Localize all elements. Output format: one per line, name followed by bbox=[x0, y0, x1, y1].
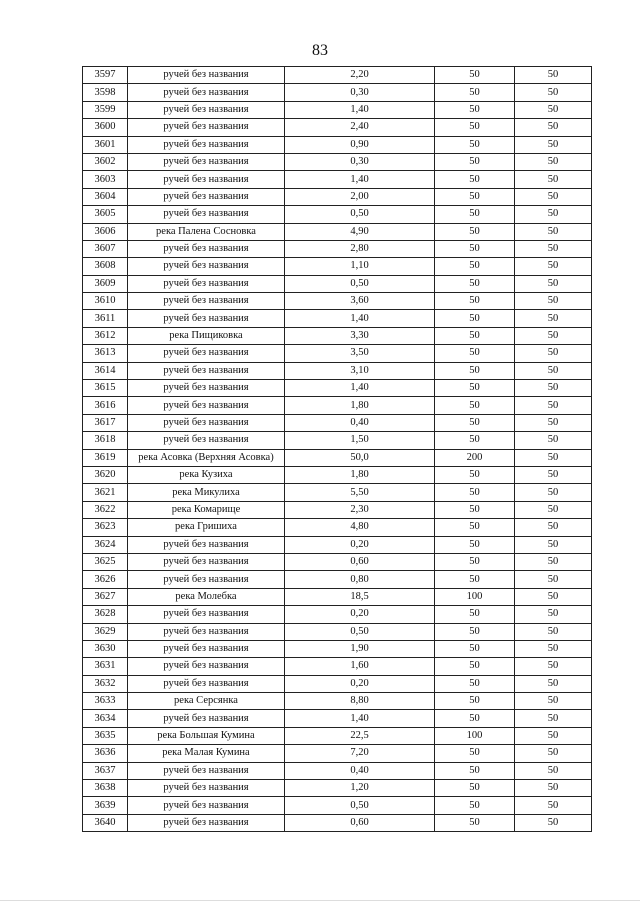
row-number-cell: 3605 bbox=[83, 206, 128, 223]
water-body-name-cell: ручей без названия bbox=[128, 571, 285, 588]
length-cell: 0,30 bbox=[285, 84, 435, 101]
row-number-cell: 3601 bbox=[83, 136, 128, 153]
row-number-cell: 3599 bbox=[83, 101, 128, 118]
row-number-cell: 3604 bbox=[83, 188, 128, 205]
page-edge-line bbox=[0, 900, 640, 901]
length-cell: 0,60 bbox=[285, 814, 435, 831]
length-cell: 1,40 bbox=[285, 171, 435, 188]
coastal-strip-cell: 50 bbox=[515, 571, 592, 588]
table-row bbox=[83, 588, 592, 605]
coastal-strip-cell: 50 bbox=[515, 206, 592, 223]
row-number-cell: 3620 bbox=[83, 466, 128, 483]
row-number-cell: 3632 bbox=[83, 675, 128, 692]
length-cell: 22,5 bbox=[285, 727, 435, 744]
length-cell: 0,40 bbox=[285, 414, 435, 431]
water-body-name-cell: река Комарище bbox=[128, 501, 285, 518]
table-row bbox=[83, 797, 592, 814]
zone-width-cell: 50 bbox=[435, 188, 515, 205]
coastal-strip-cell: 50 bbox=[515, 414, 592, 431]
table-row bbox=[83, 484, 592, 501]
coastal-strip-cell: 50 bbox=[515, 814, 592, 831]
water-body-name-cell: ручей без названия bbox=[128, 606, 285, 623]
length-cell: 1,40 bbox=[285, 310, 435, 327]
zone-width-cell: 50 bbox=[435, 119, 515, 136]
table-row bbox=[83, 206, 592, 223]
zone-width-cell: 50 bbox=[435, 745, 515, 762]
zone-width-cell: 50 bbox=[435, 553, 515, 570]
coastal-strip-cell: 50 bbox=[515, 240, 592, 257]
water-body-name-cell: река Молебка bbox=[128, 588, 285, 605]
length-cell: 18,5 bbox=[285, 588, 435, 605]
table-row bbox=[83, 327, 592, 344]
water-body-name-cell: ручей без названия bbox=[128, 710, 285, 727]
length-cell: 0,50 bbox=[285, 623, 435, 640]
table-row bbox=[83, 223, 592, 240]
water-body-name-cell: река Малая Кумина bbox=[128, 745, 285, 762]
coastal-strip-cell: 50 bbox=[515, 397, 592, 414]
row-number-cell: 3615 bbox=[83, 380, 128, 397]
coastal-strip-cell: 50 bbox=[515, 153, 592, 170]
length-cell: 50,0 bbox=[285, 449, 435, 466]
water-body-name-cell: река Пищиковка bbox=[128, 327, 285, 344]
zone-width-cell: 50 bbox=[435, 519, 515, 536]
length-cell: 3,30 bbox=[285, 327, 435, 344]
table-row bbox=[83, 275, 592, 292]
length-cell: 0,50 bbox=[285, 797, 435, 814]
table-row bbox=[83, 606, 592, 623]
coastal-strip-cell: 50 bbox=[515, 553, 592, 570]
table-row bbox=[83, 814, 592, 831]
zone-width-cell: 100 bbox=[435, 588, 515, 605]
table-row bbox=[83, 310, 592, 327]
table-body bbox=[83, 67, 592, 832]
length-cell: 0,40 bbox=[285, 762, 435, 779]
zone-width-cell: 50 bbox=[435, 762, 515, 779]
zone-width-cell: 50 bbox=[435, 414, 515, 431]
water-body-name-cell: ручей без названия bbox=[128, 258, 285, 275]
length-cell: 1,90 bbox=[285, 640, 435, 657]
row-number-cell: 3611 bbox=[83, 310, 128, 327]
row-number-cell: 3634 bbox=[83, 710, 128, 727]
coastal-strip-cell: 50 bbox=[515, 623, 592, 640]
row-number-cell: 3612 bbox=[83, 327, 128, 344]
coastal-strip-cell: 50 bbox=[515, 675, 592, 692]
row-number-cell: 3621 bbox=[83, 484, 128, 501]
zone-width-cell: 50 bbox=[435, 536, 515, 553]
zone-width-cell: 50 bbox=[435, 501, 515, 518]
zone-width-cell: 50 bbox=[435, 606, 515, 623]
zone-width-cell: 50 bbox=[435, 780, 515, 797]
coastal-strip-cell: 50 bbox=[515, 432, 592, 449]
coastal-strip-cell: 50 bbox=[515, 588, 592, 605]
row-number-cell: 3618 bbox=[83, 432, 128, 449]
coastal-strip-cell: 50 bbox=[515, 362, 592, 379]
row-number-cell: 3602 bbox=[83, 153, 128, 170]
water-body-name-cell: ручей без названия bbox=[128, 762, 285, 779]
zone-width-cell: 50 bbox=[435, 206, 515, 223]
coastal-strip-cell: 50 bbox=[515, 380, 592, 397]
coastal-strip-cell: 50 bbox=[515, 762, 592, 779]
length-cell: 2,20 bbox=[285, 67, 435, 84]
water-body-name-cell: ручей без названия bbox=[128, 275, 285, 292]
row-number-cell: 3622 bbox=[83, 501, 128, 518]
coastal-strip-cell: 50 bbox=[515, 536, 592, 553]
water-body-name-cell: ручей без названия bbox=[128, 345, 285, 362]
row-number-cell: 3625 bbox=[83, 553, 128, 570]
water-body-name-cell: ручей без названия bbox=[128, 797, 285, 814]
zone-width-cell: 50 bbox=[435, 466, 515, 483]
table-row bbox=[83, 101, 592, 118]
table-row bbox=[83, 293, 592, 310]
coastal-strip-cell: 50 bbox=[515, 345, 592, 362]
table-row bbox=[83, 658, 592, 675]
length-cell: 0,20 bbox=[285, 606, 435, 623]
zone-width-cell: 50 bbox=[435, 327, 515, 344]
length-cell: 4,80 bbox=[285, 519, 435, 536]
row-number-cell: 3640 bbox=[83, 814, 128, 831]
zone-width-cell: 50 bbox=[435, 640, 515, 657]
water-body-name-cell: река Серсянка bbox=[128, 693, 285, 710]
row-number-cell: 3606 bbox=[83, 223, 128, 240]
water-body-name-cell: ручей без названия bbox=[128, 310, 285, 327]
water-body-name-cell: ручей без названия bbox=[128, 553, 285, 570]
table-row bbox=[83, 571, 592, 588]
zone-width-cell: 50 bbox=[435, 275, 515, 292]
row-number-cell: 3600 bbox=[83, 119, 128, 136]
row-number-cell: 3597 bbox=[83, 67, 128, 84]
coastal-strip-cell: 50 bbox=[515, 101, 592, 118]
table-row bbox=[83, 745, 592, 762]
water-body-name-cell: река Гришиха bbox=[128, 519, 285, 536]
length-cell: 0,20 bbox=[285, 675, 435, 692]
water-body-name-cell: ручей без названия bbox=[128, 623, 285, 640]
table-row bbox=[83, 432, 592, 449]
row-number-cell: 3614 bbox=[83, 362, 128, 379]
length-cell: 0,90 bbox=[285, 136, 435, 153]
row-number-cell: 3607 bbox=[83, 240, 128, 257]
zone-width-cell: 200 bbox=[435, 449, 515, 466]
zone-width-cell: 50 bbox=[435, 484, 515, 501]
water-body-name-cell: ручей без названия bbox=[128, 640, 285, 657]
water-body-name-cell: ручей без названия bbox=[128, 380, 285, 397]
table-row bbox=[83, 153, 592, 170]
table-row bbox=[83, 449, 592, 466]
water-body-name-cell: ручей без названия bbox=[128, 171, 285, 188]
coastal-strip-cell: 50 bbox=[515, 501, 592, 518]
table-row bbox=[83, 171, 592, 188]
row-number-cell: 3628 bbox=[83, 606, 128, 623]
row-number-cell: 3616 bbox=[83, 397, 128, 414]
row-number-cell: 3630 bbox=[83, 640, 128, 657]
table-row bbox=[83, 136, 592, 153]
table-row bbox=[83, 345, 592, 362]
zone-width-cell: 50 bbox=[435, 293, 515, 310]
water-body-name-cell: река Большая Кумина bbox=[128, 727, 285, 744]
water-body-name-cell: река Асовка (Верхняя Асовка) bbox=[128, 449, 285, 466]
table-row bbox=[83, 414, 592, 431]
row-number-cell: 3626 bbox=[83, 571, 128, 588]
zone-width-cell: 50 bbox=[435, 710, 515, 727]
zone-width-cell: 50 bbox=[435, 240, 515, 257]
coastal-strip-cell: 50 bbox=[515, 710, 592, 727]
coastal-strip-cell: 50 bbox=[515, 658, 592, 675]
table-row bbox=[83, 780, 592, 797]
length-cell: 1,10 bbox=[285, 258, 435, 275]
zone-width-cell: 50 bbox=[435, 814, 515, 831]
water-body-name-cell: река Палена Сосновка bbox=[128, 223, 285, 240]
zone-width-cell: 50 bbox=[435, 84, 515, 101]
length-cell: 1,20 bbox=[285, 780, 435, 797]
zone-width-cell: 50 bbox=[435, 345, 515, 362]
water-body-name-cell: ручей без названия bbox=[128, 67, 285, 84]
coastal-strip-cell: 50 bbox=[515, 136, 592, 153]
table-row bbox=[83, 675, 592, 692]
length-cell: 0,20 bbox=[285, 536, 435, 553]
table-row bbox=[83, 519, 592, 536]
length-cell: 3,60 bbox=[285, 293, 435, 310]
table-row bbox=[83, 693, 592, 710]
length-cell: 1,40 bbox=[285, 101, 435, 118]
water-bodies-table bbox=[82, 66, 592, 832]
length-cell: 0,50 bbox=[285, 206, 435, 223]
coastal-strip-cell: 50 bbox=[515, 327, 592, 344]
length-cell: 3,10 bbox=[285, 362, 435, 379]
row-number-cell: 3613 bbox=[83, 345, 128, 362]
table-row bbox=[83, 240, 592, 257]
table-row bbox=[83, 623, 592, 640]
coastal-strip-cell: 50 bbox=[515, 519, 592, 536]
coastal-strip-cell: 50 bbox=[515, 84, 592, 101]
row-number-cell: 3637 bbox=[83, 762, 128, 779]
zone-width-cell: 50 bbox=[435, 101, 515, 118]
zone-width-cell: 50 bbox=[435, 310, 515, 327]
water-body-name-cell: ручей без названия bbox=[128, 814, 285, 831]
row-number-cell: 3633 bbox=[83, 693, 128, 710]
length-cell: 7,20 bbox=[285, 745, 435, 762]
water-body-name-cell: ручей без названия bbox=[128, 536, 285, 553]
coastal-strip-cell: 50 bbox=[515, 640, 592, 657]
water-body-name-cell: ручей без названия bbox=[128, 362, 285, 379]
water-body-name-cell: ручей без названия bbox=[128, 188, 285, 205]
coastal-strip-cell: 50 bbox=[515, 67, 592, 84]
row-number-cell: 3617 bbox=[83, 414, 128, 431]
coastal-strip-cell: 50 bbox=[515, 466, 592, 483]
zone-width-cell: 50 bbox=[435, 67, 515, 84]
row-number-cell: 3609 bbox=[83, 275, 128, 292]
row-number-cell: 3627 bbox=[83, 588, 128, 605]
table-row bbox=[83, 67, 592, 84]
water-body-name-cell: ручей без названия bbox=[128, 432, 285, 449]
zone-width-cell: 50 bbox=[435, 623, 515, 640]
row-number-cell: 3619 bbox=[83, 449, 128, 466]
table-row bbox=[83, 640, 592, 657]
length-cell: 0,80 bbox=[285, 571, 435, 588]
row-number-cell: 3639 bbox=[83, 797, 128, 814]
length-cell: 1,40 bbox=[285, 710, 435, 727]
length-cell: 1,50 bbox=[285, 432, 435, 449]
row-number-cell: 3623 bbox=[83, 519, 128, 536]
length-cell: 2,00 bbox=[285, 188, 435, 205]
length-cell: 3,50 bbox=[285, 345, 435, 362]
coastal-strip-cell: 50 bbox=[515, 223, 592, 240]
water-body-name-cell: река Микулиха bbox=[128, 484, 285, 501]
coastal-strip-cell: 50 bbox=[515, 310, 592, 327]
table-row bbox=[83, 362, 592, 379]
zone-width-cell: 50 bbox=[435, 171, 515, 188]
zone-width-cell: 50 bbox=[435, 797, 515, 814]
table-row bbox=[83, 710, 592, 727]
water-body-name-cell: ручей без названия bbox=[128, 136, 285, 153]
water-body-name-cell: ручей без названия bbox=[128, 206, 285, 223]
length-cell: 8,80 bbox=[285, 693, 435, 710]
coastal-strip-cell: 50 bbox=[515, 745, 592, 762]
length-cell: 0,30 bbox=[285, 153, 435, 170]
coastal-strip-cell: 50 bbox=[515, 119, 592, 136]
coastal-strip-cell: 50 bbox=[515, 484, 592, 501]
coastal-strip-cell: 50 bbox=[515, 727, 592, 744]
water-body-name-cell: ручей без названия bbox=[128, 780, 285, 797]
length-cell: 0,60 bbox=[285, 553, 435, 570]
zone-width-cell: 50 bbox=[435, 380, 515, 397]
water-body-name-cell: река Кузиха bbox=[128, 466, 285, 483]
zone-width-cell: 50 bbox=[435, 223, 515, 240]
table-row bbox=[83, 397, 592, 414]
row-number-cell: 3629 bbox=[83, 623, 128, 640]
coastal-strip-cell: 50 bbox=[515, 693, 592, 710]
coastal-strip-cell: 50 bbox=[515, 258, 592, 275]
table-row bbox=[83, 258, 592, 275]
water-body-name-cell: ручей без названия bbox=[128, 397, 285, 414]
zone-width-cell: 50 bbox=[435, 675, 515, 692]
length-cell: 2,30 bbox=[285, 501, 435, 518]
length-cell: 0,50 bbox=[285, 275, 435, 292]
zone-width-cell: 100 bbox=[435, 727, 515, 744]
length-cell: 2,80 bbox=[285, 240, 435, 257]
table-row bbox=[83, 188, 592, 205]
length-cell: 1,60 bbox=[285, 658, 435, 675]
coastal-strip-cell: 50 bbox=[515, 797, 592, 814]
water-body-name-cell: ручей без названия bbox=[128, 658, 285, 675]
table-row bbox=[83, 119, 592, 136]
table-row bbox=[83, 380, 592, 397]
length-cell: 4,90 bbox=[285, 223, 435, 240]
zone-width-cell: 50 bbox=[435, 571, 515, 588]
zone-width-cell: 50 bbox=[435, 136, 515, 153]
page-number: 83 bbox=[312, 42, 328, 59]
coastal-strip-cell: 50 bbox=[515, 293, 592, 310]
row-number-cell: 3608 bbox=[83, 258, 128, 275]
water-body-name-cell: ручей без названия bbox=[128, 153, 285, 170]
table-row bbox=[83, 762, 592, 779]
table-row bbox=[83, 536, 592, 553]
table-row bbox=[83, 84, 592, 101]
water-body-name-cell: ручей без названия bbox=[128, 293, 285, 310]
water-body-name-cell: ручей без названия bbox=[128, 101, 285, 118]
coastal-strip-cell: 50 bbox=[515, 188, 592, 205]
row-number-cell: 3603 bbox=[83, 171, 128, 188]
row-number-cell: 3598 bbox=[83, 84, 128, 101]
length-cell: 2,40 bbox=[285, 119, 435, 136]
coastal-strip-cell: 50 bbox=[515, 171, 592, 188]
water-body-name-cell: ручей без названия bbox=[128, 675, 285, 692]
zone-width-cell: 50 bbox=[435, 258, 515, 275]
coastal-strip-cell: 50 bbox=[515, 780, 592, 797]
table-row bbox=[83, 727, 592, 744]
zone-width-cell: 50 bbox=[435, 153, 515, 170]
table-row bbox=[83, 466, 592, 483]
row-number-cell: 3638 bbox=[83, 780, 128, 797]
water-body-name-cell: ручей без названия bbox=[128, 84, 285, 101]
table-row bbox=[83, 501, 592, 518]
zone-width-cell: 50 bbox=[435, 658, 515, 675]
coastal-strip-cell: 50 bbox=[515, 275, 592, 292]
water-body-name-cell: ручей без названия bbox=[128, 414, 285, 431]
length-cell: 1,40 bbox=[285, 380, 435, 397]
coastal-strip-cell: 50 bbox=[515, 606, 592, 623]
water-body-name-cell: ручей без названия bbox=[128, 119, 285, 136]
row-number-cell: 3636 bbox=[83, 745, 128, 762]
zone-width-cell: 50 bbox=[435, 432, 515, 449]
water-body-name-cell: ручей без названия bbox=[128, 240, 285, 257]
row-number-cell: 3635 bbox=[83, 727, 128, 744]
length-cell: 1,80 bbox=[285, 397, 435, 414]
row-number-cell: 3610 bbox=[83, 293, 128, 310]
row-number-cell: 3624 bbox=[83, 536, 128, 553]
length-cell: 1,80 bbox=[285, 466, 435, 483]
coastal-strip-cell: 50 bbox=[515, 449, 592, 466]
zone-width-cell: 50 bbox=[435, 362, 515, 379]
length-cell: 5,50 bbox=[285, 484, 435, 501]
zone-width-cell: 50 bbox=[435, 693, 515, 710]
table-row bbox=[83, 553, 592, 570]
zone-width-cell: 50 bbox=[435, 397, 515, 414]
row-number-cell: 3631 bbox=[83, 658, 128, 675]
